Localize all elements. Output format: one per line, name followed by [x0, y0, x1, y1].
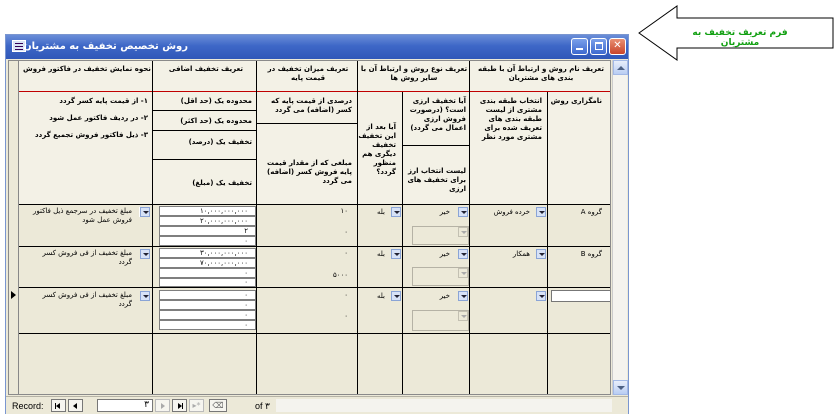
previous-record-button[interactable]	[68, 399, 83, 412]
display-method-value: مبلغ تخفیف در سرجمع ذیل فاکتور فروش عمل شود	[32, 207, 132, 224]
header-extra-discount: تعریف تخفیف اضافی	[168, 65, 244, 73]
currency-flag-dropdown[interactable]	[458, 207, 468, 217]
extra-percent-field[interactable]	[159, 268, 256, 278]
display-option-1: ۱- از قیمت پایه کسر گردد	[59, 97, 148, 105]
extra-max-value: ۷۰,۰۰۰,۰۰۰,۰۰۰	[199, 259, 248, 267]
col-divider	[256, 61, 257, 395]
further-dropdown[interactable]	[391, 207, 401, 217]
customer-class-label: انتخاب طبقه بندی مشتری از لیست طبقه بندی های تعریف شده برای مشتری مورد نظر	[479, 97, 542, 141]
customer-class-dropdown[interactable]	[536, 249, 546, 259]
currency-flag-dropdown[interactable]	[458, 249, 468, 259]
current-record-indicator	[11, 291, 16, 299]
display-option-2: ۲- در ردیف فاکتور عمل شود	[49, 114, 148, 122]
display-method-dropdown[interactable]	[140, 249, 150, 259]
new-record-button[interactable]: ▸*	[189, 399, 204, 412]
further-value: بله	[376, 250, 385, 258]
form-window	[5, 34, 629, 414]
extra-min-value: ۱۰,۰۰۰,۰۰۰,۰۰۰	[199, 207, 248, 215]
extra-amount-value: ۰	[244, 321, 248, 329]
base-amount-label: مبلغی که از مقدار قیمت پایه فروش کسر (اضافه) می گردد	[267, 159, 352, 185]
currency-flag-value: خیر	[439, 292, 450, 300]
sub-divider	[152, 130, 256, 131]
currency-flag-value: خیر	[439, 250, 450, 258]
next-record-button[interactable]	[155, 399, 170, 412]
currency-list-label: لیست انتخاب ارز برای تخفیف های ارزی	[407, 167, 466, 193]
title-bar[interactable]	[6, 35, 628, 59]
row-divider	[19, 333, 611, 334]
extra-percent-field[interactable]	[159, 226, 256, 236]
extra-amount-value: ۰	[244, 237, 248, 245]
customer-class-dropdown[interactable]	[536, 291, 546, 301]
further-value: بله	[376, 208, 385, 216]
col-divider	[357, 61, 358, 395]
header-discount-base: تعریف میزان تخفیف در قیمت پایه	[267, 65, 349, 82]
extra-amount-field[interactable]	[159, 320, 256, 330]
callout-label: فرم تعریف تخفیف به مشتریان	[692, 28, 788, 48]
sub-divider	[402, 145, 469, 146]
maximize-button[interactable]	[590, 38, 607, 55]
record-count: of ۳	[255, 401, 270, 411]
datasheet	[8, 60, 611, 395]
sub-divider	[152, 159, 256, 160]
record-label: Record:	[12, 401, 44, 411]
delete-record-button[interactable]: ⌫	[209, 399, 227, 412]
scroll-up-button[interactable]	[613, 60, 628, 75]
col-divider	[152, 61, 153, 395]
header-bottom	[19, 204, 611, 205]
currency-list-dropdown[interactable]	[458, 311, 468, 321]
vertical-scrollbar[interactable]	[612, 60, 627, 395]
extra-range-max-label: محدوده یک (حد اکثر)	[180, 117, 252, 125]
currency-flag-value: خیر	[439, 208, 450, 216]
currency-flag-dropdown[interactable]	[458, 291, 468, 301]
header-display-method: نحوه نمایش تخفیف در فاکتور فروش	[23, 65, 151, 73]
col-divider	[402, 92, 403, 395]
close-button[interactable]: ✕	[609, 38, 626, 55]
customer-class-value: همکار	[512, 250, 530, 258]
further-value: بله	[376, 292, 385, 300]
method-name-value[interactable]: گروه A	[580, 208, 602, 216]
minimize-button[interactable]	[571, 38, 588, 55]
base-amount-value[interactable]: ۵۰۰۰	[332, 271, 348, 279]
currency-list-dropdown[interactable]	[458, 227, 468, 237]
col-divider	[469, 61, 470, 395]
extra-percent-label: تخفیف یک (درصد)	[188, 138, 252, 146]
display-method-dropdown[interactable]	[140, 291, 150, 301]
row-divider	[19, 246, 611, 247]
further-dropdown[interactable]	[391, 291, 401, 301]
record-navigation-bar	[6, 396, 628, 414]
extra-amount-value: ۰	[244, 278, 248, 286]
col-divider	[547, 92, 548, 395]
extra-amount-label: تخفیف یک (مبلغ)	[192, 179, 252, 187]
sub-divider	[152, 110, 256, 111]
last-record-button[interactable]	[172, 399, 187, 412]
base-amount-value[interactable]: ۰	[344, 312, 348, 320]
currency-list-dropdown[interactable]	[458, 268, 468, 278]
base-amount-value[interactable]: ۰	[344, 228, 348, 236]
extra-max-value: ۲۰,۰۰۰,۰۰۰,۰۰۰	[199, 217, 248, 225]
method-name-label: نامگزاری روش	[550, 97, 602, 105]
extra-min-value: ۳۰,۰۰۰,۰۰۰,۰۰۰	[199, 249, 248, 257]
customer-class-dropdown[interactable]	[536, 207, 546, 217]
method-name-value[interactable]: گروه B	[580, 250, 602, 258]
extra-amount-field[interactable]	[159, 236, 256, 246]
display-method-value: مبلغ تخفیف از فی فروش کسر گردد	[42, 249, 132, 266]
header-customer-group: تعریف نام روش و ارتباط آن با طبقه بندی های مشتریان	[478, 65, 604, 82]
sub-divider	[256, 123, 357, 124]
current-record-input[interactable]: ۳	[97, 399, 153, 412]
extra-percent-value: ۰	[244, 311, 248, 319]
extra-min-field[interactable]	[159, 290, 256, 300]
extra-min-value: ۰	[244, 291, 248, 299]
base-percent-value[interactable]: ۰	[344, 291, 348, 299]
extra-percent-field[interactable]	[159, 310, 256, 320]
method-name-field[interactable]	[551, 290, 611, 302]
first-record-button[interactable]	[51, 399, 66, 412]
horizontal-scrollbar[interactable]	[276, 399, 612, 412]
extra-percent-value: ۲	[244, 227, 248, 235]
customer-class-value: خرده فروش	[493, 208, 530, 216]
extra-max-field[interactable]	[159, 300, 256, 310]
window-title: روش تخصیص تخفیف به مشتریان	[23, 41, 188, 52]
record-selector-column[interactable]	[9, 61, 19, 395]
row-divider	[19, 287, 611, 288]
display-method-dropdown[interactable]	[140, 207, 150, 217]
extra-range-min-label: محدوده یک (حد اقل)	[180, 97, 252, 105]
further-discount-label: آیا بعد از این تخفیف تخفیف دیگری هم منظور گردد؟	[358, 123, 396, 176]
currency-discount-label: آیا تخفیف ارزی است؟ (درصورت فروش ارزی اعمال می گردد)	[409, 97, 466, 132]
scroll-down-button[interactable]	[613, 380, 628, 395]
base-percent-label: درصدی از قیمت پایه که کسر (اضافه) می گردد	[270, 97, 352, 114]
header-method-type: تعریف نوع روش و ارتباط آن با سایر روش ها	[360, 65, 468, 82]
display-option-3: ۳- ذیل فاکتور فروش تجمیع گردد	[35, 131, 148, 139]
extra-amount-field[interactable]	[159, 278, 256, 287]
further-dropdown[interactable]	[391, 249, 401, 259]
extra-percent-value: ۰	[244, 269, 248, 277]
base-percent-value[interactable]: ۱۰	[340, 207, 348, 215]
display-method-value: مبلغ تخفیف از فی فروش کسر گردد	[42, 291, 132, 308]
extra-max-value: ۰	[244, 301, 248, 309]
header-divider	[19, 91, 611, 92]
base-percent-value[interactable]: ۰	[344, 249, 348, 257]
